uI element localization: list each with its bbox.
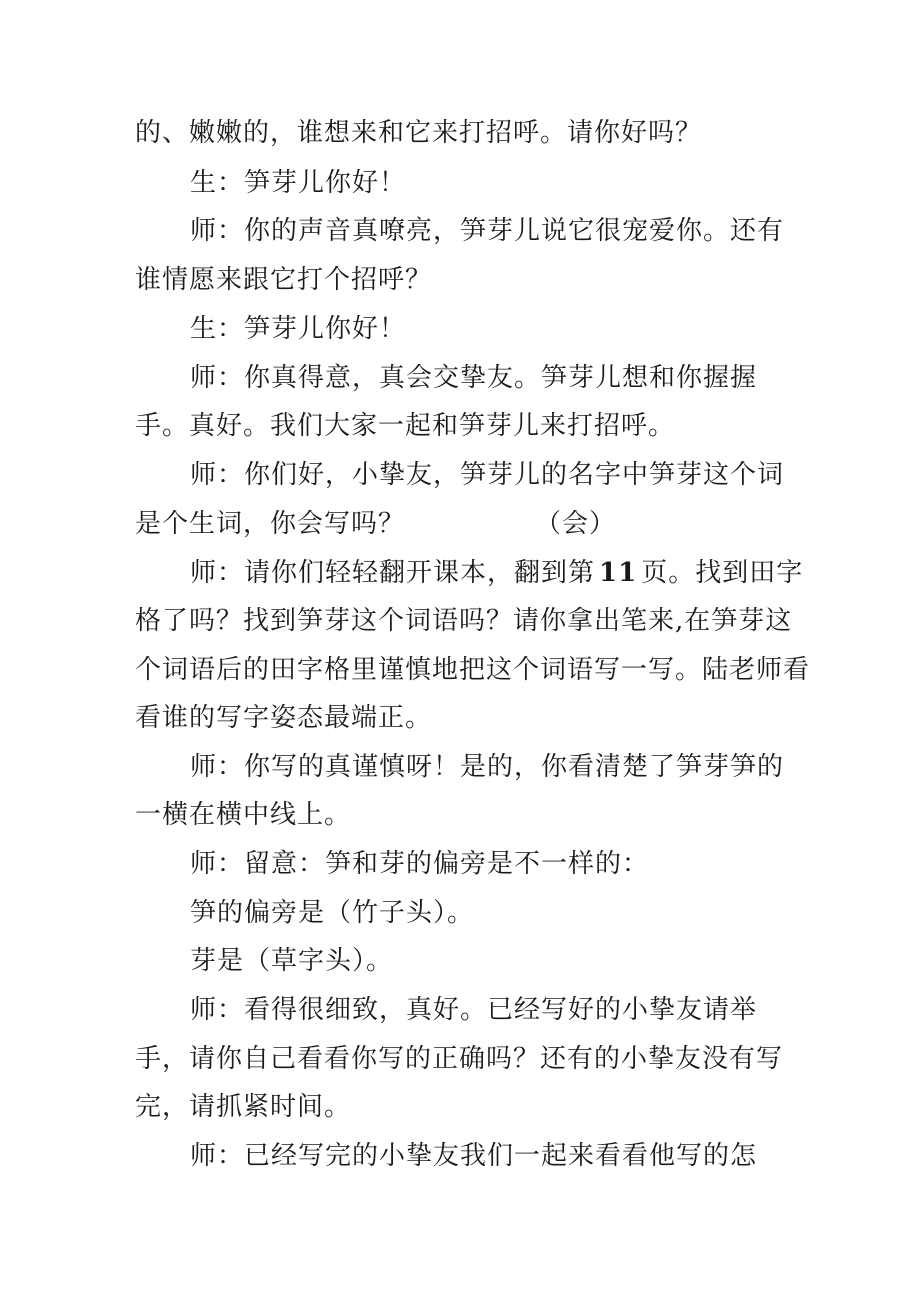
text-line-17: 笋的偏旁是（竹子头）。 xyxy=(190,898,475,928)
text-line-18: 芽是（草字头）。 xyxy=(190,946,394,976)
text-line-20: 手，请你自己看看你写的正确吗？还有的小挚友没有写 xyxy=(135,1044,784,1074)
text-line-10-part-a: 师：请你们轻轻翻开课本，翻到第 xyxy=(190,558,596,588)
text-line-10 xyxy=(190,556,803,590)
text-line-15: 一横在横中线上。 xyxy=(135,800,352,830)
text-line-10-part-b: 页。找到田字 xyxy=(641,558,804,588)
text-line-16: 师：留意：笋和芽的偏旁是不一样的： xyxy=(190,849,650,879)
text-line-1: 的、嫩嫩的，谁想来和它来打招呼。请你好吗？ xyxy=(135,118,703,148)
text-line-19: 师：看得很细致，真好。已经写好的小挚友请举 xyxy=(190,995,758,1025)
text-line-14: 师：你写的真谨慎呀！是的，你看清楚了笋芽笋的 xyxy=(190,752,785,782)
text-line-6: 师：你真得意，真会交挚友。笋芽儿想和你握握 xyxy=(190,363,758,393)
text-line-2: 生：笋芽儿你好！ xyxy=(190,168,407,198)
text-line-11: 格了吗？找到笋芽这个词语吗？请你拿出笔来,在笋芽这 xyxy=(135,606,793,636)
text-line-8: 师：你们好，小挚友，笋芽儿的名字中笋芽这个词 xyxy=(190,460,785,490)
text-line-7: 手。真好。我们大家一起和笋芽儿来打招呼。 xyxy=(135,411,676,441)
text-line-13: 看谁的写字姿态最端正。 xyxy=(135,703,433,733)
text-line-9: 是个生词，你会写吗？ xyxy=(135,509,406,539)
text-line-12: 个词语后的田字格里谨慎地把这个词语写一写。陆老师看 xyxy=(135,655,811,685)
text-line-4: 谁情愿来跟它打个招呼？ xyxy=(135,265,433,295)
text-line-3: 师：你的声音真嘹亮，笋芽儿说它很宠爱你。还有 xyxy=(190,216,785,246)
text-line-5: 生：笋芽儿你好！ xyxy=(190,314,407,344)
text-line-22: 师：已经写完的小挚友我们一起来看看他写的怎 xyxy=(190,1141,758,1171)
text-line-21: 完，请抓紧时间。 xyxy=(135,1092,352,1122)
answer-text: （会） xyxy=(535,509,617,539)
page-number: 11 xyxy=(599,558,638,588)
